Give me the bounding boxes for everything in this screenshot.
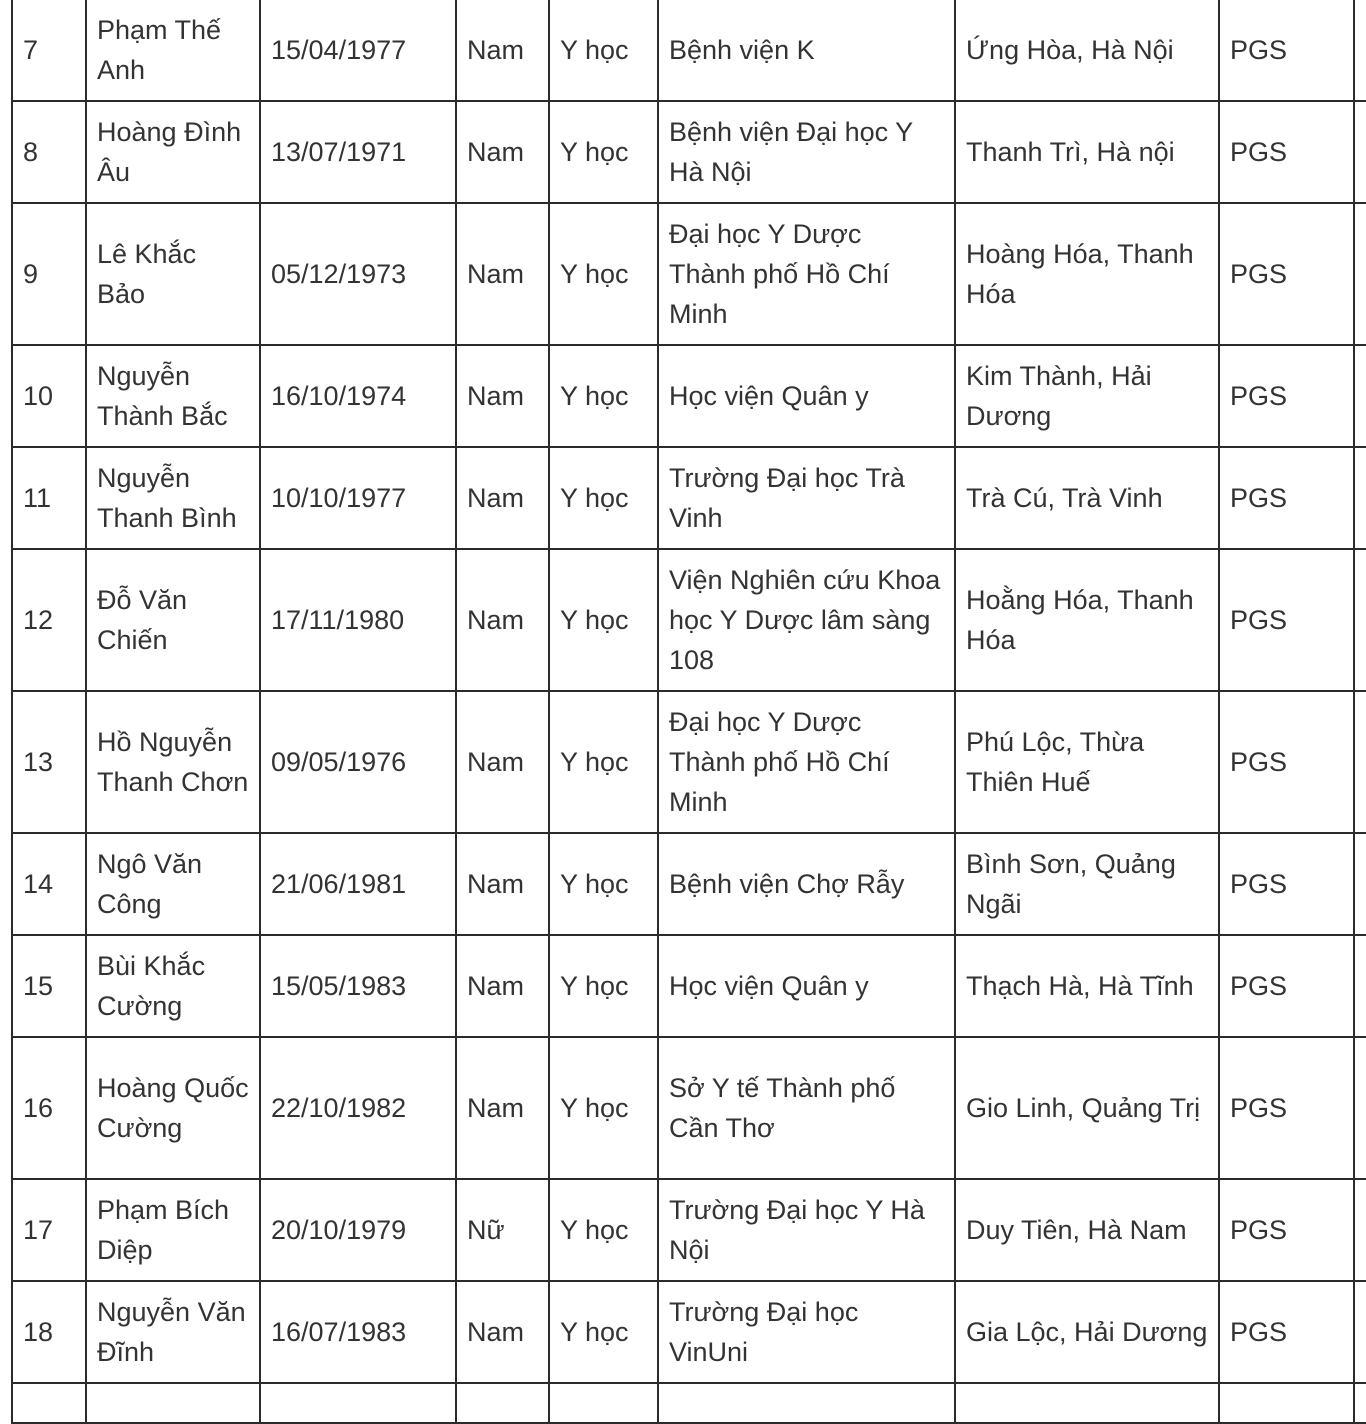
cell-stt-text: 13: [23, 747, 54, 777]
cell-home: [955, 345, 1219, 447]
table-row: [12, 0, 1366, 101]
cell-field-text: Y học: [560, 1317, 629, 1347]
cell-stt: [12, 0, 86, 101]
cell-org: [658, 345, 955, 447]
table-row: [12, 447, 1366, 549]
cell-dob-text: 16/10/1974: [271, 381, 407, 411]
cell-org-text: Bệnh viện Chợ Rẫy: [669, 869, 905, 899]
cell-org: [658, 203, 955, 345]
cell-stt: [12, 549, 86, 691]
cell-sex-text: Nam: [467, 259, 525, 289]
cell-name-text: Bùi Khắc Cường: [97, 951, 206, 1021]
cell-dob-text: 15/05/1983: [271, 971, 407, 1001]
table-row: [12, 935, 1366, 1037]
cell-stt-text: 10: [23, 381, 54, 411]
cell-field-text: Y học: [560, 971, 629, 1001]
cell-sex: [456, 1037, 549, 1179]
cell-extra: [1354, 447, 1366, 549]
cell-field-text: Y học: [560, 259, 629, 289]
cell-stt: [12, 833, 86, 935]
cell-dob-text: 20/10/1979: [271, 1215, 407, 1245]
cell-field-text: Y học: [560, 605, 629, 635]
cell-dob-text: 17/11/1980: [271, 605, 405, 635]
cell-org-text: Trường Đại học VinUni: [669, 1297, 859, 1367]
cell-title: [1219, 0, 1354, 101]
cell-home: [955, 1037, 1219, 1179]
cell-empty: [260, 1383, 456, 1423]
cell-extra: [1354, 1281, 1366, 1383]
cell-title-text: PGS: [1230, 971, 1288, 1001]
cell-title: [1219, 101, 1354, 203]
cell-name-text: Lê Khắc Bảo: [97, 239, 197, 309]
cell-home-text: Trà Cú, Trà Vinh: [966, 483, 1163, 513]
cell-stt: [12, 1281, 86, 1383]
cell-title: [1219, 833, 1354, 935]
cell-org-text: Đại học Y Dược Thành phố Hồ Chí Minh: [669, 219, 890, 329]
cell-sex: [456, 447, 549, 549]
cell-org: [658, 935, 955, 1037]
cell-home: [955, 101, 1219, 203]
cell-home: [955, 0, 1219, 101]
cell-name: [86, 1281, 260, 1383]
cell-sex: [456, 203, 549, 345]
cell-sex-text: Nam: [467, 483, 525, 513]
cell-name: [86, 447, 260, 549]
table-row: [12, 691, 1366, 833]
cell-name: [86, 833, 260, 935]
cell-org-text: Trường Đại học Trà Vinh: [669, 463, 905, 533]
cell-home: [955, 203, 1219, 345]
cell-org: [658, 549, 955, 691]
cell-stt: [12, 1037, 86, 1179]
cell-title-text: PGS: [1230, 1093, 1288, 1123]
cell-field-text: Y học: [560, 137, 629, 167]
cell-title-text: PGS: [1230, 1215, 1288, 1245]
cell-field: [549, 0, 658, 101]
cell-extra: [1354, 549, 1366, 691]
cell-dob: [260, 1179, 456, 1281]
cell-org: [658, 1037, 955, 1179]
cell-extra: [1354, 1179, 1366, 1281]
cell-sex: [456, 1179, 549, 1281]
table-row: [12, 549, 1366, 691]
cell-dob: [260, 1037, 456, 1179]
cell-org: [658, 0, 955, 101]
cell-home: [955, 1281, 1219, 1383]
cell-dob-text: 16/07/1983: [271, 1317, 407, 1347]
cell-field: [549, 1281, 658, 1383]
cell-empty: [1354, 1383, 1366, 1423]
cell-org: [658, 1179, 955, 1281]
cell-sex: [456, 549, 549, 691]
cell-sex-text: Nam: [467, 1317, 525, 1347]
cell-field: [549, 447, 658, 549]
cell-field-text: Y học: [560, 1093, 629, 1123]
cell-field: [549, 935, 658, 1037]
cell-dob-text: 15/04/1977: [271, 35, 407, 65]
cell-extra: [1354, 833, 1366, 935]
cell-sex: [456, 935, 549, 1037]
cell-field-text: Y học: [560, 869, 629, 899]
cell-dob: [260, 691, 456, 833]
table-body: [12, 0, 1366, 1423]
cell-sex: [456, 0, 549, 101]
cell-sex: [456, 345, 549, 447]
cell-extra: [1354, 691, 1366, 833]
cell-dob: [260, 935, 456, 1037]
cell-dob: [260, 0, 456, 101]
cell-sex-text: Nam: [467, 747, 525, 777]
cell-empty: [658, 1383, 955, 1423]
cell-name: [86, 203, 260, 345]
cell-field: [549, 549, 658, 691]
cell-sex: [456, 101, 549, 203]
cell-field-text: Y học: [560, 381, 629, 411]
cell-dob: [260, 345, 456, 447]
cell-stt-text: 18: [23, 1317, 54, 1347]
table-row: [12, 833, 1366, 935]
cell-name: [86, 691, 260, 833]
cell-field-text: Y học: [560, 1215, 629, 1245]
cell-field: [549, 101, 658, 203]
cell-extra: [1354, 935, 1366, 1037]
table-row-partial: [12, 1383, 1366, 1423]
cell-title: [1219, 549, 1354, 691]
cell-title: [1219, 447, 1354, 549]
cell-title-text: PGS: [1230, 747, 1288, 777]
cell-field-text: Y học: [560, 483, 629, 513]
cell-stt-text: 17: [23, 1215, 54, 1245]
cell-dob-text: 10/10/1977: [271, 483, 407, 513]
cell-stt-text: 9: [23, 259, 39, 289]
cell-dob-text: 05/12/1973: [271, 259, 407, 289]
cell-extra: [1354, 101, 1366, 203]
cell-stt: [12, 691, 86, 833]
cell-name-text: Hoàng Đình Âu: [97, 117, 242, 187]
cell-name-text: Đỗ Văn Chiến: [97, 585, 188, 655]
cell-dob: [260, 447, 456, 549]
cell-title-text: PGS: [1230, 381, 1288, 411]
cell-dob-text: 22/10/1982: [271, 1093, 407, 1123]
cell-title-text: PGS: [1230, 35, 1288, 65]
cell-title-text: PGS: [1230, 605, 1288, 635]
cell-empty: [955, 1383, 1219, 1423]
cell-org: [658, 691, 955, 833]
cell-dob: [260, 101, 456, 203]
cell-title: [1219, 203, 1354, 345]
cell-title: [1219, 345, 1354, 447]
cell-org-text: Bệnh viện Đại học Y Hà Nội: [669, 117, 913, 187]
cell-stt: [12, 101, 86, 203]
cell-home-text: Bình Sơn, Quảng Ngãi: [966, 849, 1176, 919]
cell-empty: [549, 1383, 658, 1423]
table-row: [12, 1037, 1366, 1179]
cell-home: [955, 691, 1219, 833]
cell-name-text: Hồ Nguyễn Thanh Chơn: [97, 727, 249, 797]
cell-extra: [1354, 345, 1366, 447]
cell-stt-text: 16: [23, 1093, 54, 1123]
cell-org-text: Trường Đại học Y Hà Nội: [669, 1195, 925, 1265]
cell-title: [1219, 1179, 1354, 1281]
cell-stt: [12, 345, 86, 447]
cell-home-text: Hoàng Hóa, Thanh Hóa: [966, 239, 1194, 309]
cell-extra: [1354, 1037, 1366, 1179]
cell-dob-text: 21/06/1981: [271, 869, 407, 899]
cell-title: [1219, 691, 1354, 833]
cell-name-text: Hoàng Quốc Cường: [97, 1073, 249, 1143]
cell-name-text: Nguyễn Văn Đĩnh: [97, 1297, 246, 1367]
cell-empty: [456, 1383, 549, 1423]
cell-home-text: Thạch Hà, Hà Tĩnh: [966, 971, 1194, 1001]
cell-name: [86, 0, 260, 101]
cell-home-text: Kim Thành, Hải Dương: [966, 361, 1152, 431]
table-row: [12, 1179, 1366, 1281]
cell-sex: [456, 833, 549, 935]
cell-field: [549, 203, 658, 345]
cell-title-text: PGS: [1230, 259, 1288, 289]
cell-field: [549, 345, 658, 447]
cell-empty: [86, 1383, 260, 1423]
cell-field-text: Y học: [560, 747, 629, 777]
cell-sex: [456, 691, 549, 833]
cell-org-text: Sở Y tế Thành phố Cần Thơ: [669, 1073, 896, 1143]
cell-stt: [12, 1179, 86, 1281]
cell-field: [549, 1037, 658, 1179]
cell-title-text: PGS: [1230, 137, 1288, 167]
cell-dob-text: 09/05/1976: [271, 747, 407, 777]
cell-title: [1219, 1281, 1354, 1383]
cell-sex: [456, 1281, 549, 1383]
cell-home-text: Gia Lộc, Hải Dương: [966, 1317, 1208, 1347]
cell-name-text: Phạm Thế Anh: [97, 15, 222, 85]
cell-sex-text: Nam: [467, 381, 525, 411]
cell-sex-text: Nam: [467, 1093, 525, 1123]
cell-stt-text: 8: [23, 137, 39, 167]
cell-name-text: Ngô Văn Công: [97, 849, 203, 919]
cell-name-text: Nguyễn Thanh Bình: [97, 463, 237, 533]
cell-sex-text: Nam: [467, 35, 525, 65]
cell-stt: [12, 935, 86, 1037]
cell-extra: [1354, 0, 1366, 101]
cell-name: [86, 1179, 260, 1281]
cell-stt: [12, 203, 86, 345]
cell-name-text: Nguyễn Thành Bắc: [97, 361, 228, 431]
cell-title-text: PGS: [1230, 483, 1288, 513]
cell-name: [86, 345, 260, 447]
cell-name: [86, 1037, 260, 1179]
cell-sex-text: Nữ: [467, 1215, 505, 1245]
cell-home-text: Ứng Hòa, Hà Nội: [966, 35, 1174, 65]
cell-org: [658, 447, 955, 549]
cell-dob: [260, 833, 456, 935]
cell-org-text: Bệnh viện K: [669, 35, 815, 65]
cell-sex-text: Nam: [467, 971, 525, 1001]
cell-name: [86, 935, 260, 1037]
table-row: [12, 345, 1366, 447]
cell-home-text: Gio Linh, Quảng Trị: [966, 1093, 1201, 1123]
cell-home-text: Hoằng Hóa, Thanh Hóa: [966, 585, 1194, 655]
cell-dob: [260, 1281, 456, 1383]
cell-org-text: Viện Nghiên cứu Khoa học Y Dược lâm sàng 108: [669, 565, 941, 675]
cell-field: [549, 1179, 658, 1281]
candidates-table-container: [11, 0, 1366, 1424]
cell-home: [955, 935, 1219, 1037]
candidates-table: [11, 0, 1366, 1424]
cell-stt-text: 7: [23, 35, 39, 65]
cell-title: [1219, 935, 1354, 1037]
cell-home: [955, 1179, 1219, 1281]
cell-sex-text: Nam: [467, 605, 525, 635]
cell-dob: [260, 549, 456, 691]
cell-sex-text: Nam: [467, 869, 525, 899]
cell-org-text: Đại học Y Dược Thành phố Hồ Chí Minh: [669, 707, 890, 817]
cell-home: [955, 549, 1219, 691]
cell-title: [1219, 1037, 1354, 1179]
table-row: [12, 203, 1366, 345]
cell-name-text: Phạm Bích Diệp: [97, 1195, 230, 1265]
cell-field: [549, 691, 658, 833]
cell-title-text: PGS: [1230, 1317, 1288, 1347]
cell-stt-text: 14: [23, 869, 54, 899]
cell-stt-text: 15: [23, 971, 54, 1001]
cell-stt-text: 12: [23, 605, 54, 635]
cell-org-text: Học viện Quân y: [669, 381, 869, 411]
cell-org: [658, 1281, 955, 1383]
cell-dob: [260, 203, 456, 345]
cell-field-text: Y học: [560, 35, 629, 65]
cell-title-text: PGS: [1230, 869, 1288, 899]
cell-org: [658, 101, 955, 203]
cell-stt-text: 11: [23, 483, 52, 513]
table-row: [12, 1281, 1366, 1383]
cell-empty: [1219, 1383, 1354, 1423]
cell-name: [86, 549, 260, 691]
cell-stt: [12, 447, 86, 549]
cell-empty: [12, 1383, 86, 1423]
cell-dob-text: 13/07/1971: [271, 137, 407, 167]
cell-home-text: Thanh Trì, Hà nội: [966, 137, 1175, 167]
cell-field: [549, 833, 658, 935]
cell-name: [86, 101, 260, 203]
cell-home: [955, 833, 1219, 935]
cell-org-text: Học viện Quân y: [669, 971, 869, 1001]
cell-home: [955, 447, 1219, 549]
cell-extra: [1354, 203, 1366, 345]
cell-home-text: Duy Tiên, Hà Nam: [966, 1215, 1187, 1245]
cell-org: [658, 833, 955, 935]
cell-sex-text: Nam: [467, 137, 525, 167]
cell-home-text: Phú Lộc, Thừa Thiên Huế: [966, 727, 1145, 797]
table-row: [12, 101, 1366, 203]
